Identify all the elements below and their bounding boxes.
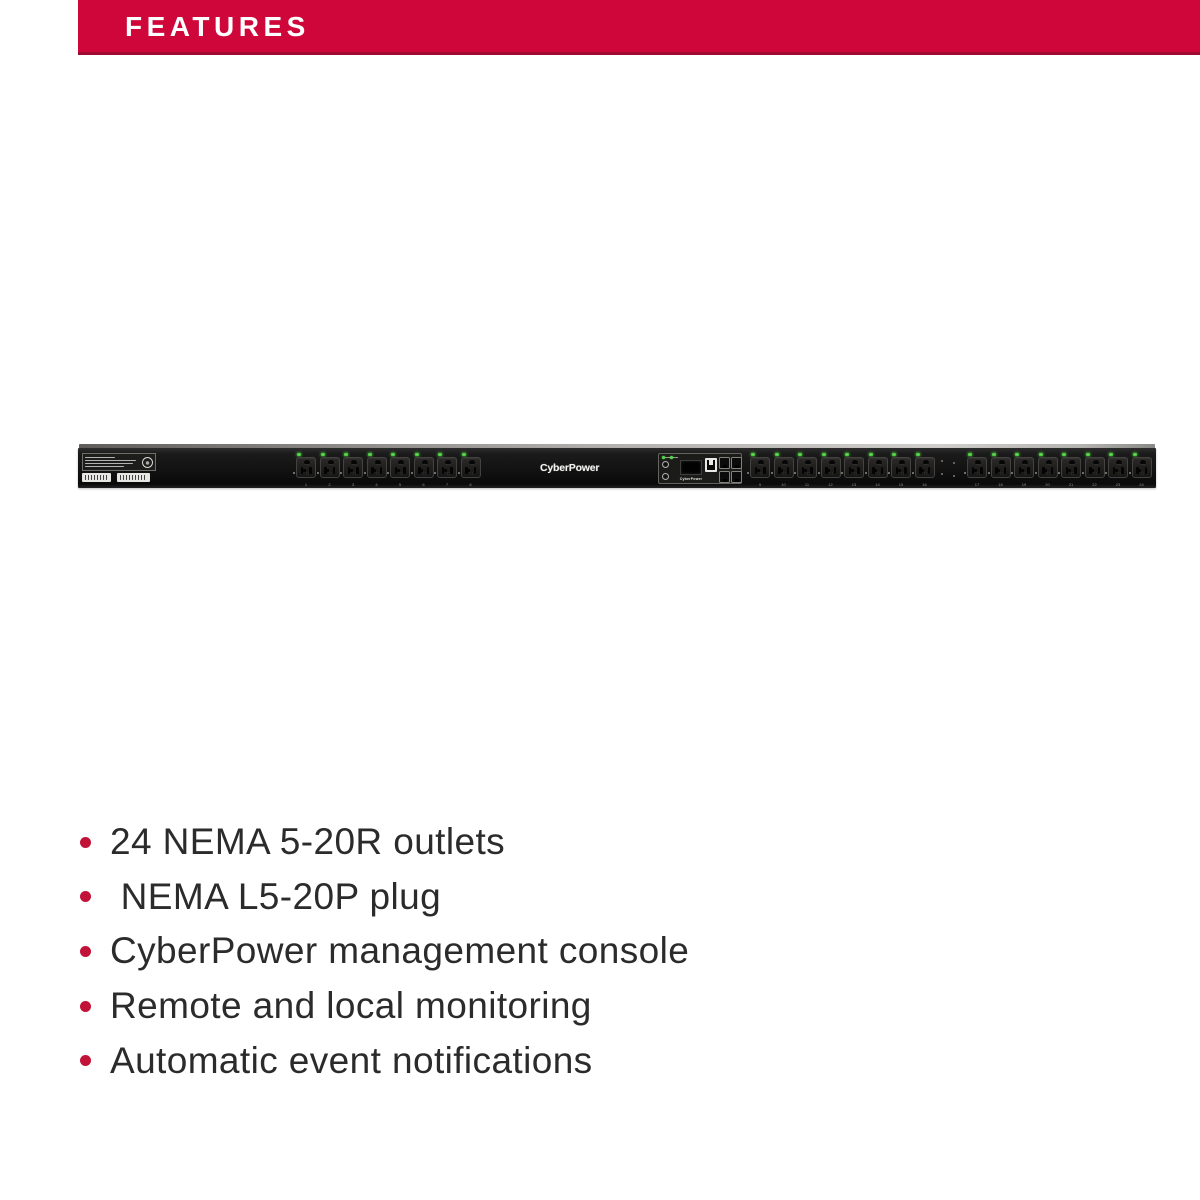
- neutral-slot-icon: [1019, 467, 1022, 474]
- power-led-icon: [798, 453, 802, 456]
- console-button: [662, 473, 669, 480]
- screw-icon: [1094, 472, 1097, 475]
- outlet-face: [1061, 457, 1081, 478]
- outlet-group-middle: [750, 453, 935, 487]
- hot-slot-icon: [980, 467, 983, 474]
- hot-slot-icon: [450, 467, 453, 474]
- neutral-slot-icon: [324, 467, 327, 474]
- power-led-icon: [869, 453, 873, 456]
- ground-slot-icon: [1069, 460, 1075, 465]
- nema-5-20r-outlet: [1038, 453, 1058, 487]
- power-led-icon: [1015, 453, 1019, 456]
- ground-slot-icon: [469, 460, 475, 465]
- hot-slot-icon: [333, 467, 336, 474]
- nema-5-20r-outlet: [967, 453, 987, 487]
- power-led-icon: [1109, 453, 1113, 456]
- ground-slot-icon: [829, 460, 835, 465]
- outlet-number: 18: [998, 482, 1003, 487]
- nema-5-20r-outlet: [844, 453, 864, 487]
- feature-text: Automatic event notifications: [110, 1039, 593, 1081]
- nema-5-20r-outlet: [367, 453, 387, 487]
- screw-icon: [400, 472, 403, 475]
- screw-icon: [376, 472, 379, 475]
- power-led-icon: [438, 453, 442, 456]
- nema-5-20r-outlet: [1085, 453, 1105, 487]
- feature-text: Remote and local monitoring: [110, 985, 592, 1027]
- outlet-face: [296, 457, 316, 478]
- nema-5-20r-outlet: [750, 453, 770, 487]
- rj45-port-icon: [719, 471, 730, 483]
- outlet-face: [1108, 457, 1128, 478]
- screw-icon: [1118, 472, 1121, 475]
- outlet-face: [1014, 457, 1034, 478]
- nema-5-20r-outlet: [774, 453, 794, 487]
- neutral-slot-icon: [872, 467, 875, 474]
- bullet-icon: [80, 837, 91, 848]
- outlet-number: 17: [974, 482, 980, 487]
- outlet-number: 12: [828, 482, 833, 487]
- feature-item: [80, 870, 689, 925]
- outlet-number: 5: [398, 482, 402, 487]
- ground-slot-icon: [805, 460, 811, 465]
- ground-slot-icon: [1140, 460, 1146, 465]
- nema-5-20r-outlet: [868, 453, 888, 487]
- outlet-number: 23: [1115, 482, 1121, 487]
- outlet-number: 7: [445, 482, 449, 487]
- ground-slot-icon: [375, 460, 381, 465]
- screw-icon: [830, 472, 833, 475]
- neutral-slot-icon: [1089, 467, 1092, 474]
- ground-slot-icon: [899, 460, 905, 465]
- hot-slot-icon: [763, 467, 766, 474]
- hot-slot-icon: [834, 467, 837, 474]
- hot-slot-icon: [1074, 467, 1077, 474]
- screw-icon: [977, 472, 980, 475]
- neutral-slot-icon: [442, 467, 445, 474]
- ground-slot-icon: [422, 460, 428, 465]
- ground-slot-icon: [1093, 460, 1099, 465]
- nema-5-20r-outlet: [343, 453, 363, 487]
- power-led-icon: [344, 453, 348, 456]
- mounting-holes: [941, 460, 957, 478]
- ground-slot-icon: [1116, 460, 1122, 465]
- banner-title: FEATURES: [125, 11, 310, 42]
- outlet-group-left: [296, 453, 481, 487]
- bullet-icon: [80, 946, 91, 957]
- hot-slot-icon: [1121, 467, 1124, 474]
- screw-icon: [854, 472, 857, 475]
- outlet-face: [844, 457, 864, 478]
- power-led-icon: [775, 453, 779, 456]
- ground-slot-icon: [876, 460, 882, 465]
- feature-item: [80, 924, 689, 979]
- power-led-icon: [368, 453, 372, 456]
- screw-icon: [1024, 472, 1027, 475]
- outlet-number: 9: [758, 482, 762, 487]
- features-list: [80, 815, 689, 1088]
- neutral-slot-icon: [778, 467, 781, 474]
- power-led-icon: [1133, 453, 1137, 456]
- neutral-slot-icon: [465, 467, 468, 474]
- outlet-face: [868, 457, 888, 478]
- hot-slot-icon: [380, 467, 383, 474]
- hot-slot-icon: [904, 467, 907, 474]
- bullet-icon: [80, 891, 91, 902]
- neutral-slot-icon: [371, 467, 374, 474]
- hot-slot-icon: [1145, 467, 1148, 474]
- power-led-icon: [321, 453, 325, 456]
- outlet-number: 15: [898, 482, 904, 487]
- ground-slot-icon: [1022, 460, 1028, 465]
- hot-slot-icon: [1051, 467, 1054, 474]
- neutral-slot-icon: [919, 467, 922, 474]
- outlet-face: [367, 457, 387, 478]
- barcode-sticker: [82, 473, 111, 482]
- nema-5-20r-outlet: [414, 453, 434, 487]
- screw-icon: [807, 472, 810, 475]
- screw-icon: [329, 472, 332, 475]
- hot-slot-icon: [1098, 467, 1101, 474]
- outlet-number: 14: [875, 482, 880, 487]
- feature-item: [80, 979, 689, 1034]
- screw-icon: [1071, 472, 1074, 475]
- bullet-icon: [80, 1001, 91, 1012]
- pdu-chassis: [78, 448, 1156, 488]
- nema-5-20r-outlet: [461, 453, 481, 487]
- screw-icon: [1141, 472, 1144, 475]
- screw-icon: [1000, 472, 1003, 475]
- ground-slot-icon: [923, 460, 929, 465]
- feature-item: [80, 1033, 689, 1088]
- nema-5-20r-outlet: [797, 453, 817, 487]
- nema-5-20r-outlet: [891, 453, 911, 487]
- nema-5-20r-outlet: [1132, 453, 1152, 487]
- outlet-face: [821, 457, 841, 478]
- screw-hole-icon: [953, 462, 955, 464]
- ground-slot-icon: [1046, 460, 1052, 465]
- neutral-slot-icon: [896, 467, 899, 474]
- nema-5-20r-outlet: [1061, 453, 1081, 487]
- spec-label: [82, 453, 156, 471]
- power-led-icon: [1062, 453, 1066, 456]
- ground-slot-icon: [852, 460, 858, 465]
- screw-icon: [760, 472, 763, 475]
- screw-hole-icon: [953, 475, 955, 477]
- outlet-face: [414, 457, 434, 478]
- rj45-port-icon: [731, 457, 742, 469]
- ground-slot-icon: [999, 460, 1005, 465]
- power-led-icon: [968, 453, 972, 456]
- hot-slot-icon: [427, 467, 430, 474]
- neutral-slot-icon: [972, 467, 975, 474]
- features-banner: [78, 0, 1200, 55]
- power-led-icon: [1086, 453, 1090, 456]
- nema-5-20r-outlet: [991, 453, 1011, 487]
- screw-hole-icon: [941, 473, 943, 475]
- outlet-face: [797, 457, 817, 478]
- ground-slot-icon: [398, 460, 404, 465]
- outlet-number: 16: [922, 482, 927, 487]
- ground-slot-icon: [328, 460, 334, 465]
- screw-icon: [353, 472, 356, 475]
- hot-slot-icon: [403, 467, 406, 474]
- outlet-face: [991, 457, 1011, 478]
- screw-hole-icon: [941, 460, 943, 462]
- feature-text: NEMA L5-20P plug: [110, 875, 442, 917]
- neutral-slot-icon: [418, 467, 421, 474]
- hot-slot-icon: [857, 467, 860, 474]
- outlet-group-right: [967, 453, 1152, 487]
- power-led-icon: [415, 453, 419, 456]
- management-console: [658, 453, 742, 484]
- outlet-number: 3: [351, 482, 355, 487]
- feature-text: CyberPower management console: [110, 930, 690, 972]
- power-led-icon: [1039, 453, 1043, 456]
- screw-icon: [447, 472, 450, 475]
- screw-icon: [306, 472, 309, 475]
- outlet-number: 22: [1092, 482, 1097, 487]
- hot-slot-icon: [309, 467, 312, 474]
- outlet-number: 6: [422, 482, 425, 487]
- screw-icon: [783, 472, 786, 475]
- ground-slot-icon: [304, 460, 310, 465]
- outlet-number: 24: [1139, 482, 1144, 487]
- outlet-number: 2: [328, 482, 331, 487]
- nema-5-20r-outlet: [915, 453, 935, 487]
- power-led-icon: [462, 453, 466, 456]
- hot-slot-icon: [1004, 467, 1007, 474]
- outlet-face: [1132, 457, 1152, 478]
- screw-icon: [877, 472, 880, 475]
- nema-5-20r-outlet: [1014, 453, 1034, 487]
- outlet-number: 20: [1045, 482, 1050, 487]
- screw-icon: [470, 472, 473, 475]
- nema-5-20r-outlet: [821, 453, 841, 487]
- neutral-slot-icon: [1042, 467, 1045, 474]
- power-led-icon: [992, 453, 996, 456]
- console-button: [662, 461, 669, 468]
- barcode-sticker: [117, 473, 150, 482]
- outlet-number: 8: [469, 482, 472, 487]
- outlet-face: [1038, 457, 1058, 478]
- console-brand-label: CyberPower: [679, 476, 703, 481]
- screw-icon: [901, 472, 904, 475]
- neutral-slot-icon: [849, 467, 852, 474]
- outlet-face: [774, 457, 794, 478]
- nema-5-20r-outlet: [296, 453, 316, 487]
- power-led-icon: [916, 453, 920, 456]
- hot-slot-icon: [474, 467, 477, 474]
- ground-slot-icon: [445, 460, 451, 465]
- rj45-port-icon: [731, 471, 742, 483]
- nema-5-20r-outlet: [320, 453, 340, 487]
- feature-text: 24 NEMA 5-20R outlets: [110, 821, 506, 863]
- ethernet-port-icon: [705, 458, 717, 472]
- power-led-icon: [297, 453, 301, 456]
- outlet-face: [750, 457, 770, 478]
- screw-icon: [423, 472, 426, 475]
- outlet-face: [343, 457, 363, 478]
- lcd-display: [680, 460, 702, 475]
- outlet-face: [891, 457, 911, 478]
- screw-icon: [1047, 472, 1050, 475]
- bullet-icon: [80, 1055, 91, 1066]
- outlet-number: 13: [851, 482, 857, 487]
- neutral-slot-icon: [802, 467, 805, 474]
- outlet-number: 19: [1021, 482, 1027, 487]
- hot-slot-icon: [356, 467, 359, 474]
- outlet-number: 11: [804, 482, 810, 487]
- power-led-icon: [751, 453, 755, 456]
- outlet-face: [320, 457, 340, 478]
- neutral-slot-icon: [395, 467, 398, 474]
- nema-5-20r-outlet: [1108, 453, 1128, 487]
- hot-slot-icon: [810, 467, 813, 474]
- neutral-slot-icon: [1066, 467, 1069, 474]
- power-led-icon: [391, 453, 395, 456]
- outlet-face: [967, 457, 987, 478]
- nema-5-20r-outlet: [437, 453, 457, 487]
- brand-logo: CyberPower: [540, 462, 600, 474]
- ground-slot-icon: [351, 460, 357, 465]
- outlet-number: 1: [304, 482, 308, 487]
- serial-port-bank: [719, 457, 742, 483]
- neutral-slot-icon: [1113, 467, 1116, 474]
- outlet-number: 4: [375, 482, 378, 487]
- hot-slot-icon: [928, 467, 931, 474]
- screw-icon: [924, 472, 927, 475]
- outlet-face: [461, 457, 481, 478]
- ground-slot-icon: [975, 460, 981, 465]
- neutral-slot-icon: [755, 467, 758, 474]
- hot-slot-icon: [1027, 467, 1030, 474]
- neutral-slot-icon: [301, 467, 304, 474]
- neutral-slot-icon: [1136, 467, 1139, 474]
- cert-mark-icon: [142, 457, 153, 468]
- ground-slot-icon: [782, 460, 788, 465]
- hot-slot-icon: [787, 467, 790, 474]
- status-led-label: [673, 457, 678, 459]
- product-photo-pdu: [78, 444, 1156, 488]
- power-led-icon: [822, 453, 826, 456]
- feature-item: [80, 815, 689, 870]
- outlet-face: [390, 457, 410, 478]
- neutral-slot-icon: [995, 467, 998, 474]
- outlet-number: 21: [1068, 482, 1074, 487]
- neutral-slot-icon: [825, 467, 828, 474]
- spec-label-text-lines: [85, 457, 140, 468]
- rj45-port-icon: [719, 457, 730, 469]
- hot-slot-icon: [881, 467, 884, 474]
- outlet-face: [915, 457, 935, 478]
- outlet-face: [437, 457, 457, 478]
- neutral-slot-icon: [348, 467, 351, 474]
- nema-5-20r-outlet: [390, 453, 410, 487]
- ground-slot-icon: [758, 460, 764, 465]
- outlet-face: [1085, 457, 1105, 478]
- power-led-icon: [892, 453, 896, 456]
- power-led-icon: [845, 453, 849, 456]
- outlet-number: 10: [781, 482, 786, 487]
